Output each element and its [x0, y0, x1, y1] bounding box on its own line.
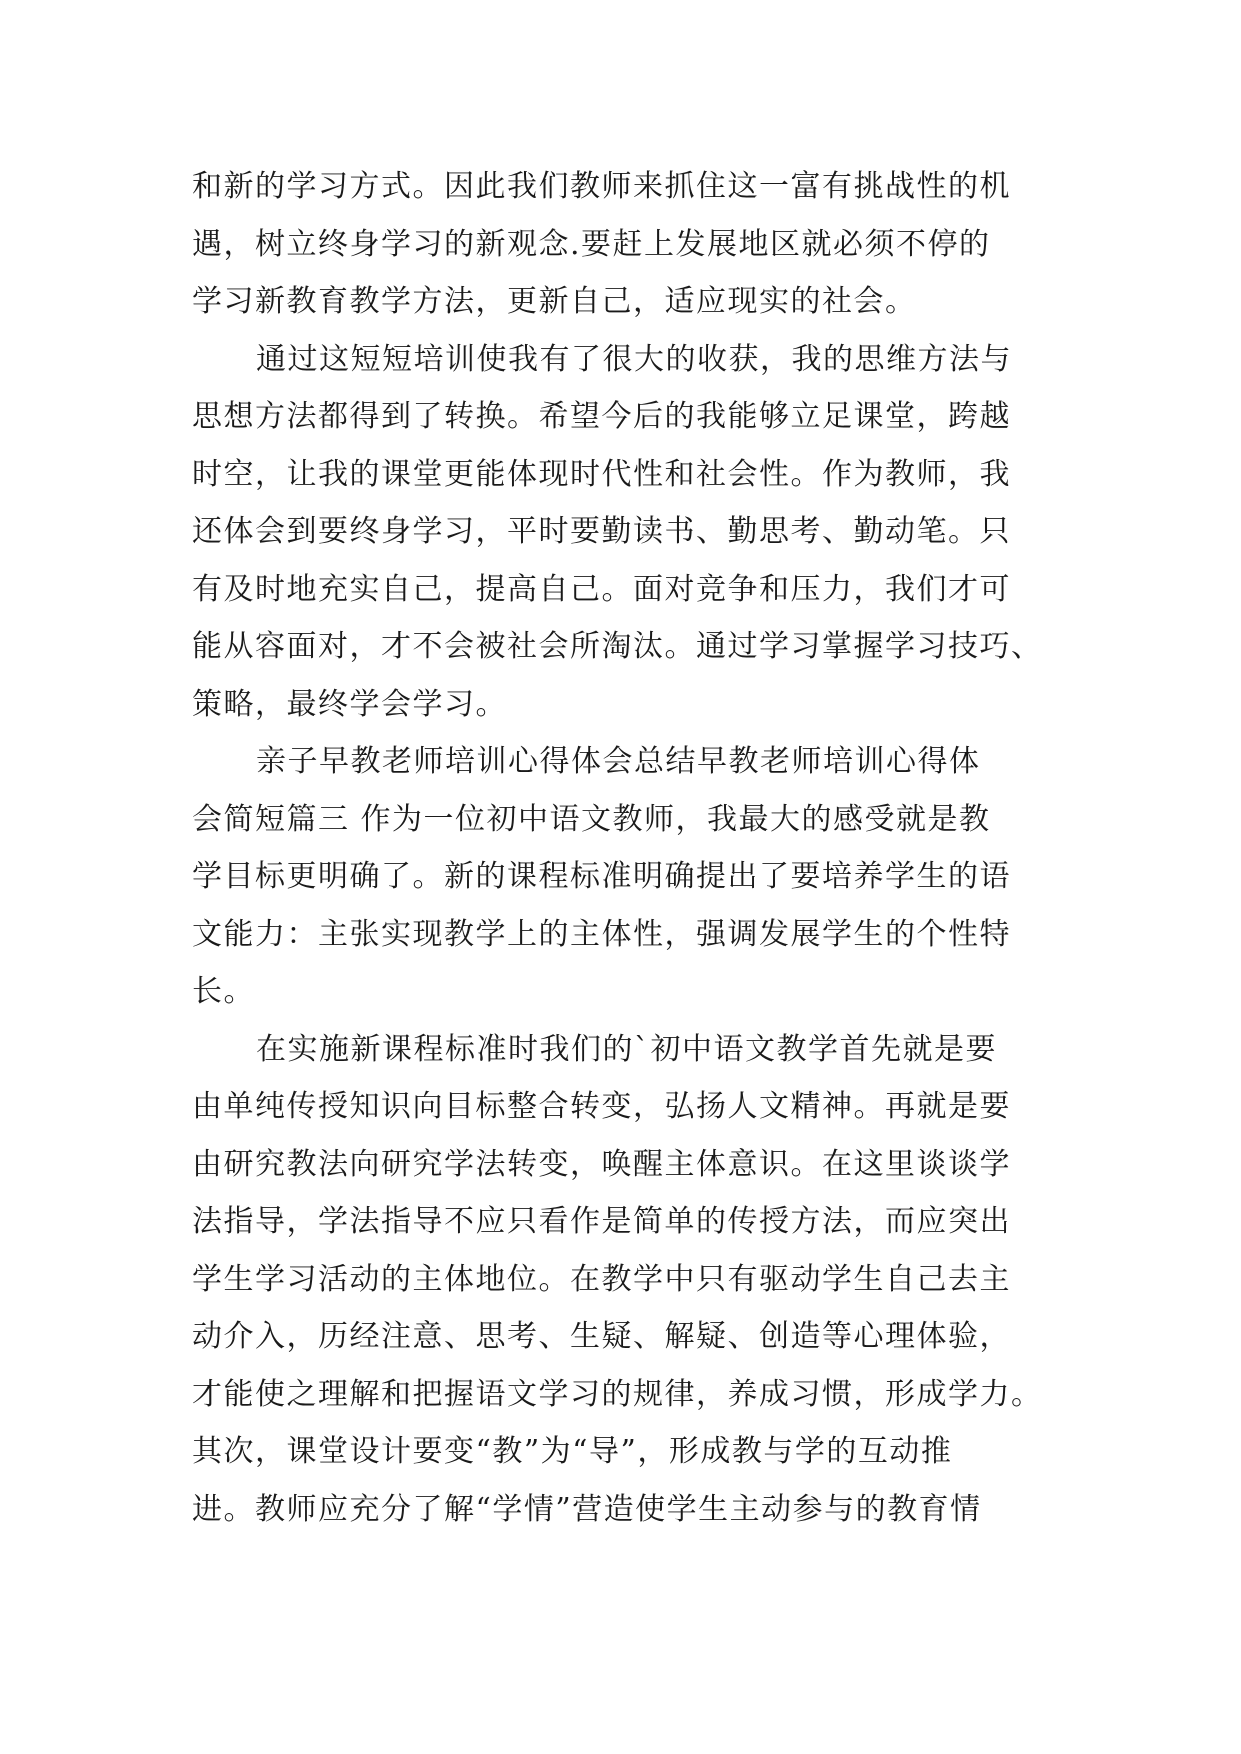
text-line: 策略，最终学会学习。 — [192, 686, 507, 722]
text-line: 和新的学习方式。因此我们教师来抓住这一富有挑战性的机 — [192, 169, 1011, 204]
text-line: 进。教师应充分了解“学情”营造使学生主动参与的教育情 — [192, 1491, 982, 1527]
text-line: 思想方法都得到了转换。希望今后的我能够立足课堂，跨越 — [192, 399, 1011, 434]
text-line: 文能力：主张实现教学上的主体性，强调发展学生的个性特 — [192, 916, 1011, 952]
text-line: 由单纯传授知识向目标整合转变，弘扬人文精神。再就是要 — [192, 1089, 1011, 1124]
text-line: 能从容面对，才不会被社会所淘汰。通过学习掌握学习技巧、 — [192, 629, 1043, 664]
text-line: 动介入，历经注意、思考、生疑、解疑、创造等心理体验， — [192, 1319, 1011, 1354]
text-line: 有及时地充实自己，提高自己。面对竞争和压力，我们才可 — [192, 571, 1011, 607]
text-line: 法指导，学法指导不应只看作是简单的传授方法，而应突出 — [192, 1204, 1011, 1239]
text-line: 还体会到要终身学习，平时要勤读书、勤思考、勤动笔。只 — [192, 514, 1011, 549]
text-line: 在实施新课程标准时我们的`初中语文教学首先就是要 — [256, 1031, 997, 1067]
text-line: 学目标更明确了。新的课程标准明确提出了要培养学生的语 — [192, 859, 1011, 894]
text-line: 长。 — [192, 974, 255, 1009]
text-line: 时空，让我的课堂更能体现时代性和社会性。作为教师，我 — [192, 456, 1011, 492]
text-line: 会简短篇三 作为一位初中语文教师，我最大的感受就是教 — [192, 801, 991, 837]
text-line: 学生学习活动的主体地位。在教学中只有驱动学生自己去主 — [192, 1261, 1011, 1297]
text-line: 通过这短短培训使我有了很大的收获，我的思维方法与 — [256, 341, 1012, 377]
text-line: 才能使之理解和把握语文学习的规律，养成习惯，形成学力。 — [192, 1376, 1043, 1412]
text-line: 亲子早教老师培训心得体会总结早教老师培训心得体 — [256, 744, 981, 779]
text-line: 学习新教育教学方法，更新自己，适应现实的社会。 — [192, 284, 917, 319]
text-line: 由研究教法向研究学法转变，唤醒主体意识。在这里谈谈学 — [192, 1146, 1011, 1182]
text-line: 其次，课堂设计要变“教”为“导”，形成教与学的互动推 — [192, 1434, 953, 1469]
text-line: 遇，树立终身学习的新观念.要赶上发展地区就必须不停的 — [192, 226, 991, 262]
document-body — [192, 158, 1058, 1538]
